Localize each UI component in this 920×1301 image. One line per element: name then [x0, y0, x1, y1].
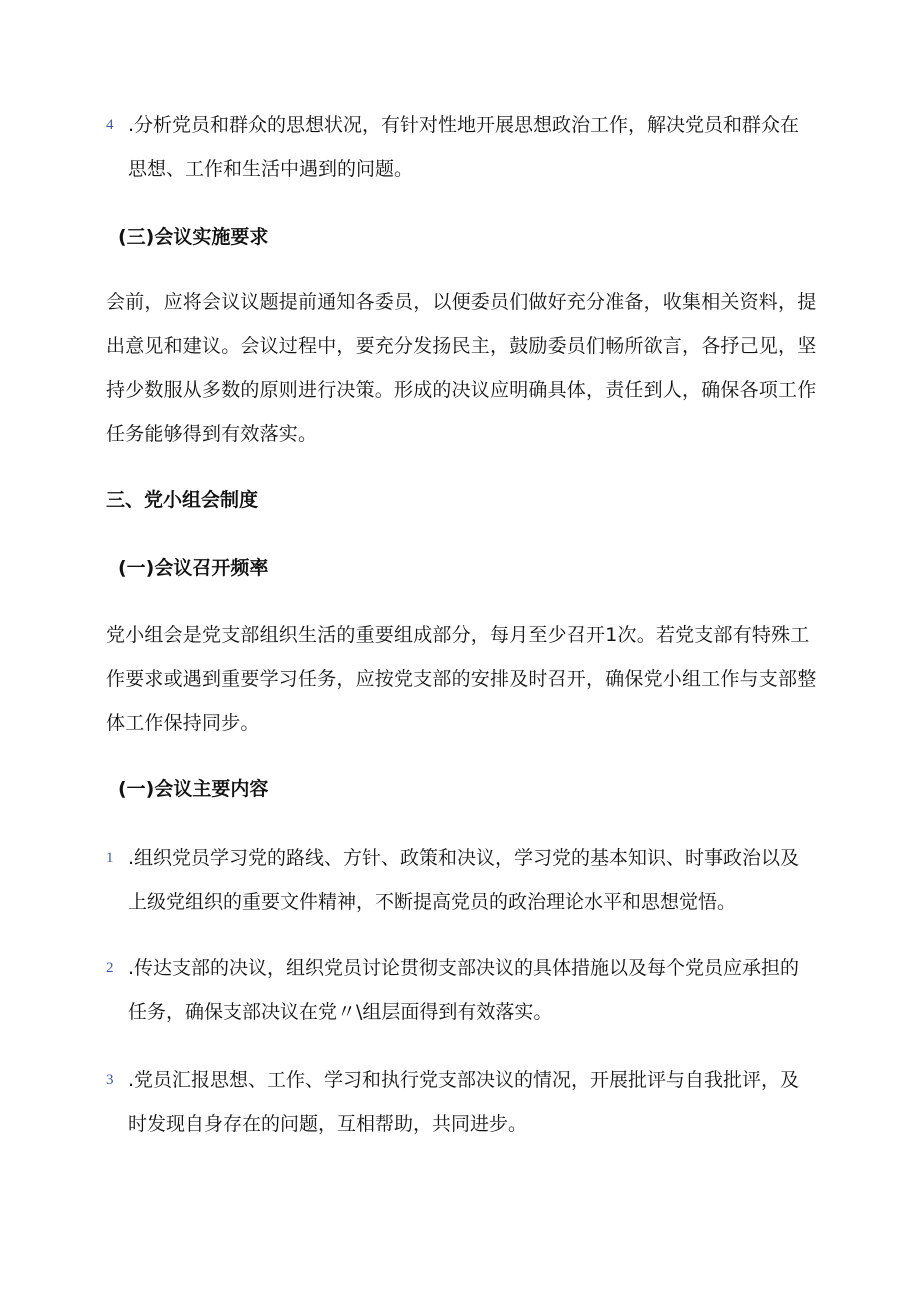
list-item-2: [106, 946, 818, 1034]
list-number: 2: [106, 960, 114, 976]
section-heading-content: (一)会议主要内容: [118, 778, 269, 800]
list-text: .传达支部的决议，组织党员讨论贯彻支部决议的具体措施以及每个党员应承担的任务，确保支部决议在党〃\组层面得到有效落实。: [128, 957, 800, 1023]
list-item-1: [106, 836, 818, 924]
list-number: 3: [106, 1072, 114, 1088]
list-text: .党员汇报思想、工作、学习和执行党支部决议的情况，开展批评与自我批评，及时发现自身存在的问题，互相帮助，共同进步。: [128, 1069, 800, 1135]
list-text: .分析党员和群众的思想状况，有针对性地开展思想政治工作，解决党员和群众在思想、工作和生活中遇到的问题。: [128, 114, 800, 180]
list-number: 1: [106, 850, 114, 866]
part-heading-party-group: 三、党小组会制度: [106, 489, 259, 511]
section-heading-requirements: (三)会议实施要求: [118, 226, 269, 248]
paragraph-frequency: 党小组会是党支部组织生活的重要组成部分，每月至少召开1次。若党支部有特殊工作要求或遇到重要学习任务，应按党支部的安排及时召开，确保党小组工作与支部整体工作保持同步。: [106, 624, 817, 734]
list-number: 4: [106, 117, 114, 133]
list-item-4: [106, 103, 818, 191]
paragraph-requirements: 会前，应将会议议题提前通知各委员，以便委员们做好充分准备，收集相关资料，提出意见和建议。会议过程中，要充分发扬民主，鼓励委员们畅所欲言，各抒己见，坚持少数服从多数的原则进行决策。形成的决议应明确具体，责任到人，确保各项工作任务能够得到有效落实。: [106, 291, 817, 445]
list-item-3: [106, 1058, 818, 1146]
section-heading-frequency: (一)会议召开频率: [118, 557, 269, 579]
list-text: .组织党员学习党的路线、方针、政策和决议，学习党的基本知识、时事政治以及上级党组织的重要文件精神，不断提高党员的政治理论水平和思想觉悟。: [128, 847, 800, 913]
